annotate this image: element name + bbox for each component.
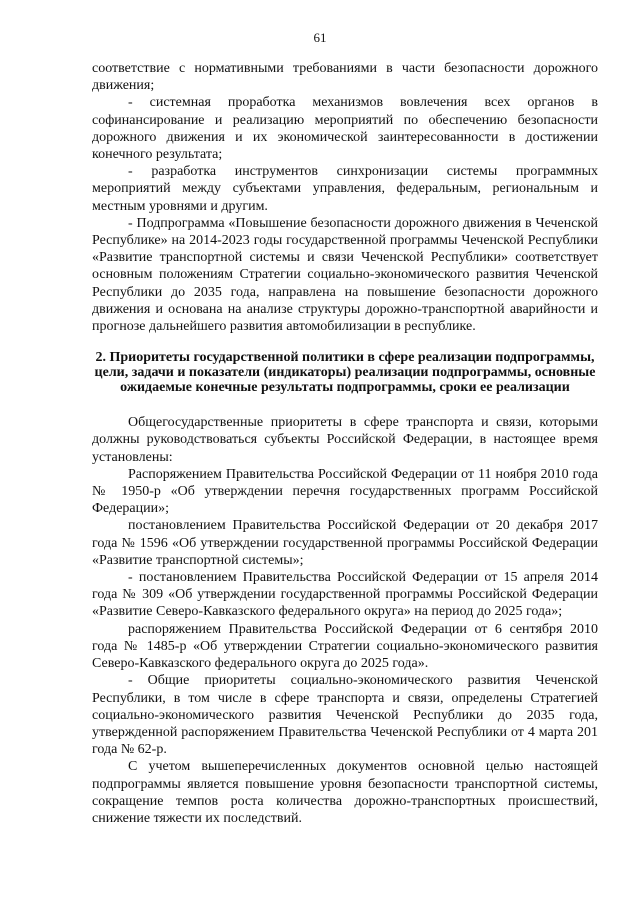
bullet-paragraph: - системная проработка механизмов вовлечения всех органов в софинансирование и реализацию мероприятий по обеспечению безопасности дорожного движения и их экономической заинтересованности в достижении конечного результата; <box>92 95 598 163</box>
bullet-paragraph: - постановлением Правительства Российской Федерации от 15 апреля 2014 года № 309 «Об утверждении государственной программы Российской Федерации «Развитие Северо-Кавказского федерального округа» на период до 2025 года»; <box>92 570 598 620</box>
document-body <box>92 60 598 827</box>
section-heading: 2. Приоритеты государственной политики в сфере реализации подпрограммы, цели, задачи и показатели (индикаторы) реализации подпрограммы, основные ожидаемые конечные результаты подпрограммы, сроки ее реализации <box>94 350 596 396</box>
bullet-paragraph: - Общие приоритеты социально-экономического развития Чеченской Республики, в том числе в сфере транспорта и связи, определены Стратегией социально-экономического развития Чеченской Республики до 2035 года, утвержденной распоряжением Правительства Чеченской Республики от 4 марта 201 года № 62-р. <box>92 673 598 758</box>
paragraph: Распоряжением Правительства Российской Федерации от 11 ноября 2010 года № 1950-р «Об утверждении перечня государственных программ Российской Федерации»; <box>92 466 598 517</box>
paragraph: Общегосударственные приоритеты в сфере транспорта и связи, которыми должны руководствоваться субъекты Российской Федерации, в настоящее время установлены: <box>92 415 598 465</box>
bullet-paragraph: - разработка инструментов синхронизации системы программных мероприятий между субъектами управления, федеральным, региональным и местным уровнями и другим. <box>92 164 598 214</box>
page-number: 61 <box>313 30 327 45</box>
paragraph: С учетом вышеперечисленных документов основной целью настоящей подпрограммы является повышение уровня безопасности транспортной системы, сокращение темпов роста количества дорожно-транспортных происшествий, снижение тяжести их последствий. <box>92 759 598 826</box>
paragraph: распоряжением Правительства Российской Федерации от 6 сентября 2010 года № 1485-р «Об утверждении Стратегии социально-экономического развития Северо-Кавказского федерального округа до 2025 года». <box>92 621 598 672</box>
bullet-paragraph: - Подпрограмма «Повышение безопасности дорожного движения в Чеченской Республике» на 2014-2023 годы государственной программы Чеченской Республики «Развитие транспортной системы и связи Чеченской Республики» соответствует основным положениям Стратегии социально-экономического развития Чеченской Республики до 2035 года, направлена на повышение безопасности дорожного движения и основана на анализе структуры дорожно-транспортной аварийности и прогнозе дальнейшего развития автомобилизации в республике. <box>92 215 598 335</box>
paragraph: соответствие с нормативными требованиями в части безопасности дорожного движения; <box>92 61 598 94</box>
paragraph: постановлением Правительства Российской Федерации от 20 декабря 2017 года № 1596 «Об утверждении государственной программы Российской Федерации «Развитие транспортной системы»; <box>92 518 598 568</box>
